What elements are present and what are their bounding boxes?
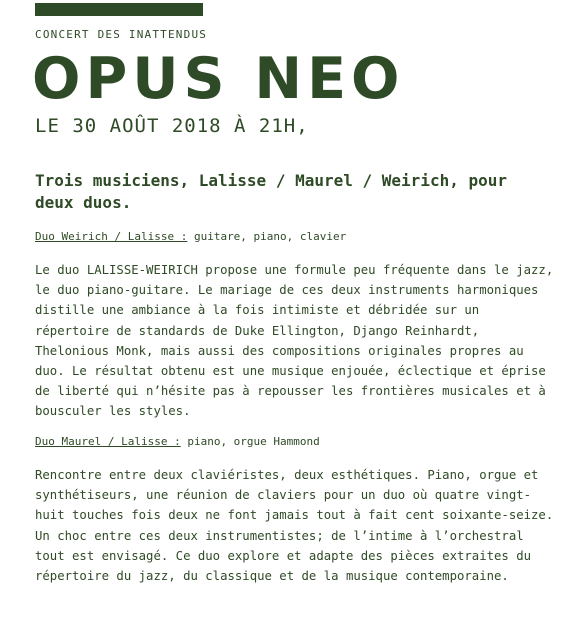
duo1-instruments: guitare, piano, clavier [187,230,347,243]
duo1-who: Duo Weirich / Lalisse : [35,230,188,243]
event-headline: Trois musiciens, Lalisse / Maurel / Weirich, pour deux duos. [35,171,508,212]
duo1-label [35,230,346,243]
event-kicker: CONCERT DES INATTENDUS [35,28,208,41]
duo2-who: Duo Maurel / Lalisse : [35,435,181,448]
duo2-description: Rencontre entre deux claviéristes, deux esthétiques. Piano, orgue et synthétiseurs, une réunion de claviers pour un duo où quatre vingt-huit touches fois deux ne font jamais tout à fait cent soixante-seize. Un choc entre ces deux instrumentistes; de l’intime à l’orchestral tout est envisagé. Ce duo explore et adapte des pièces extraites du répertoire du jazz, du classique et de la musique contemporaine. [35,468,554,584]
duo2-label [35,435,320,448]
duo2-instruments: piano, orgue Hammond [180,435,320,448]
header-bar [35,3,203,16]
event-date: LE 30 AOÛT 2018 À 21H, [35,115,309,137]
event-title: OPUS NEO [32,46,405,112]
duo1-description: Le duo LALISSE-WEIRICH propose une formule peu fréquente dans le jazz, le duo piano-guitare. Le mariage de ces deux instruments harmoniques distille une ambiance à la fois intimiste et débridée sur un répertoire de standards de Duke Ellington, Django Reinhardt, Thelonious Monk, mais aussi des compositions originales propres au duo. Le résultat obtenu est une musique enjouée, éclectique et éprise de liberté qui n’hésite pas à repousser les frontières musicales et à bousculer les styles. [35,263,554,419]
